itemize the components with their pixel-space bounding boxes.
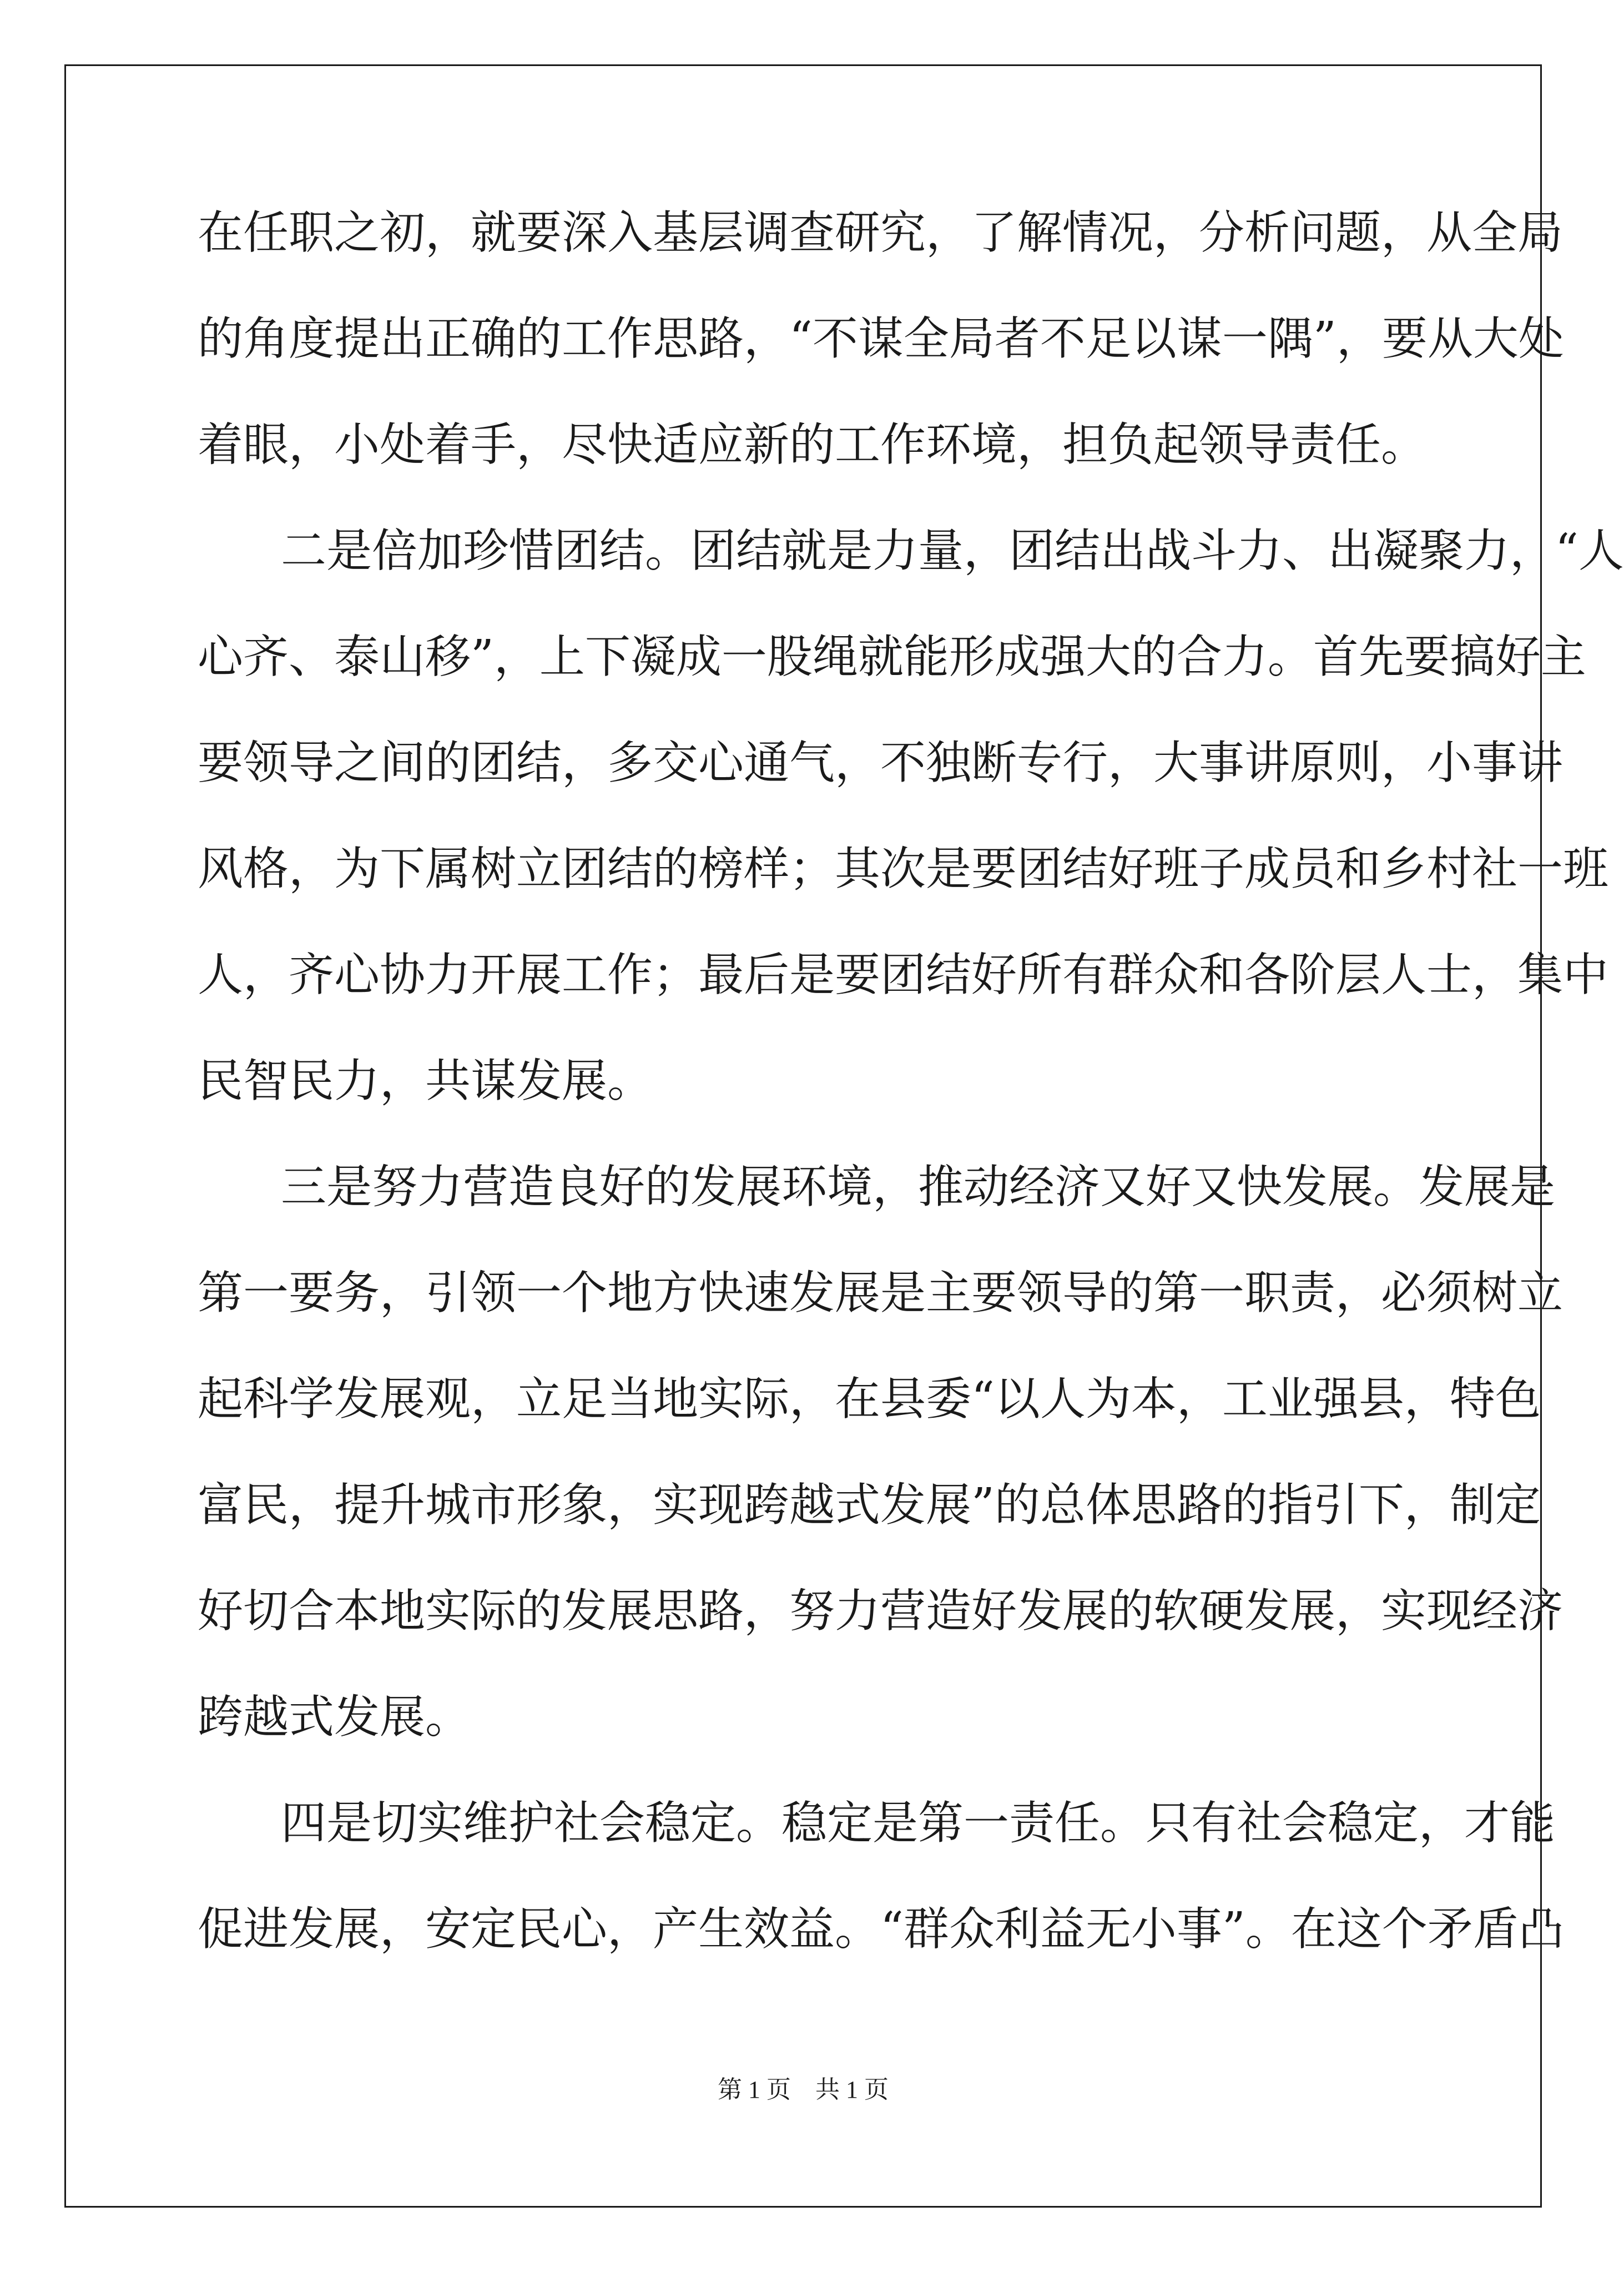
text-line: 的角度提出正确的工作思路，“不谋全局者不足以谋一隅”，要从大处: [198, 313, 1564, 365]
text-line: 第一要务，引领一个地方快速发展是主要领导的第一职责，必须树立: [198, 1267, 1564, 1319]
paragraph-start-line: 四是切实维护社会稳定。稳定是第一责任。只有社会稳定，才能: [281, 1797, 1556, 1850]
text-line: 促进发展，安定民心，产生效益。“群众利益无小事”。在这个矛盾凸: [198, 1903, 1564, 1956]
text-line: 要领导之间的团结，多交心通气，不独断专行，大事讲原则，小事讲: [198, 737, 1564, 789]
paragraph-start-line: 二是倍加珍惜团结。团结就是力量，团结出战斗力、出凝聚力，“人: [281, 525, 1624, 577]
text-line: 心齐、泰山移”，上下凝成一股绳就能形成强大的合力。首先要搞好主: [198, 631, 1586, 683]
text-line: 着眼，小处着手，尽快适应新的工作环境，担负起领导责任。: [198, 419, 1427, 471]
text-line: 跨越式发展。: [198, 1691, 471, 1744]
text-line: 富民，提升城市形象，实现跨越式发展”的总体思路的指引下，制定: [198, 1479, 1541, 1532]
text-line: 人，齐心协力开展工作；最后是要团结好所有群众和各阶层人士，集中: [198, 949, 1609, 1001]
text-line: 起科学发展观，立足当地实际，在县委“以人为本，工业强县，特色: [198, 1373, 1541, 1425]
paragraph-start-line: 三是努力营造良好的发展环境，推动经济又好又快发展。发展是: [281, 1161, 1556, 1213]
page-number-footer: 第 1 页 共 1 页: [718, 2076, 889, 2103]
page-border: [64, 64, 1624, 2208]
text-line: 在任职之初，就要深入基层调查研究，了解情况，分析问题，从全局: [198, 206, 1564, 259]
text-line: 民智民力，共谋发展。: [198, 1055, 653, 1107]
text-line: 好切合本地实际的发展思路，努力营造好发展的软硬发展，实现经济: [198, 1585, 1564, 1638]
text-line: 风格，为下属树立团结的榜样；其次是要团结好班子成员和乡村社一班: [198, 843, 1609, 895]
